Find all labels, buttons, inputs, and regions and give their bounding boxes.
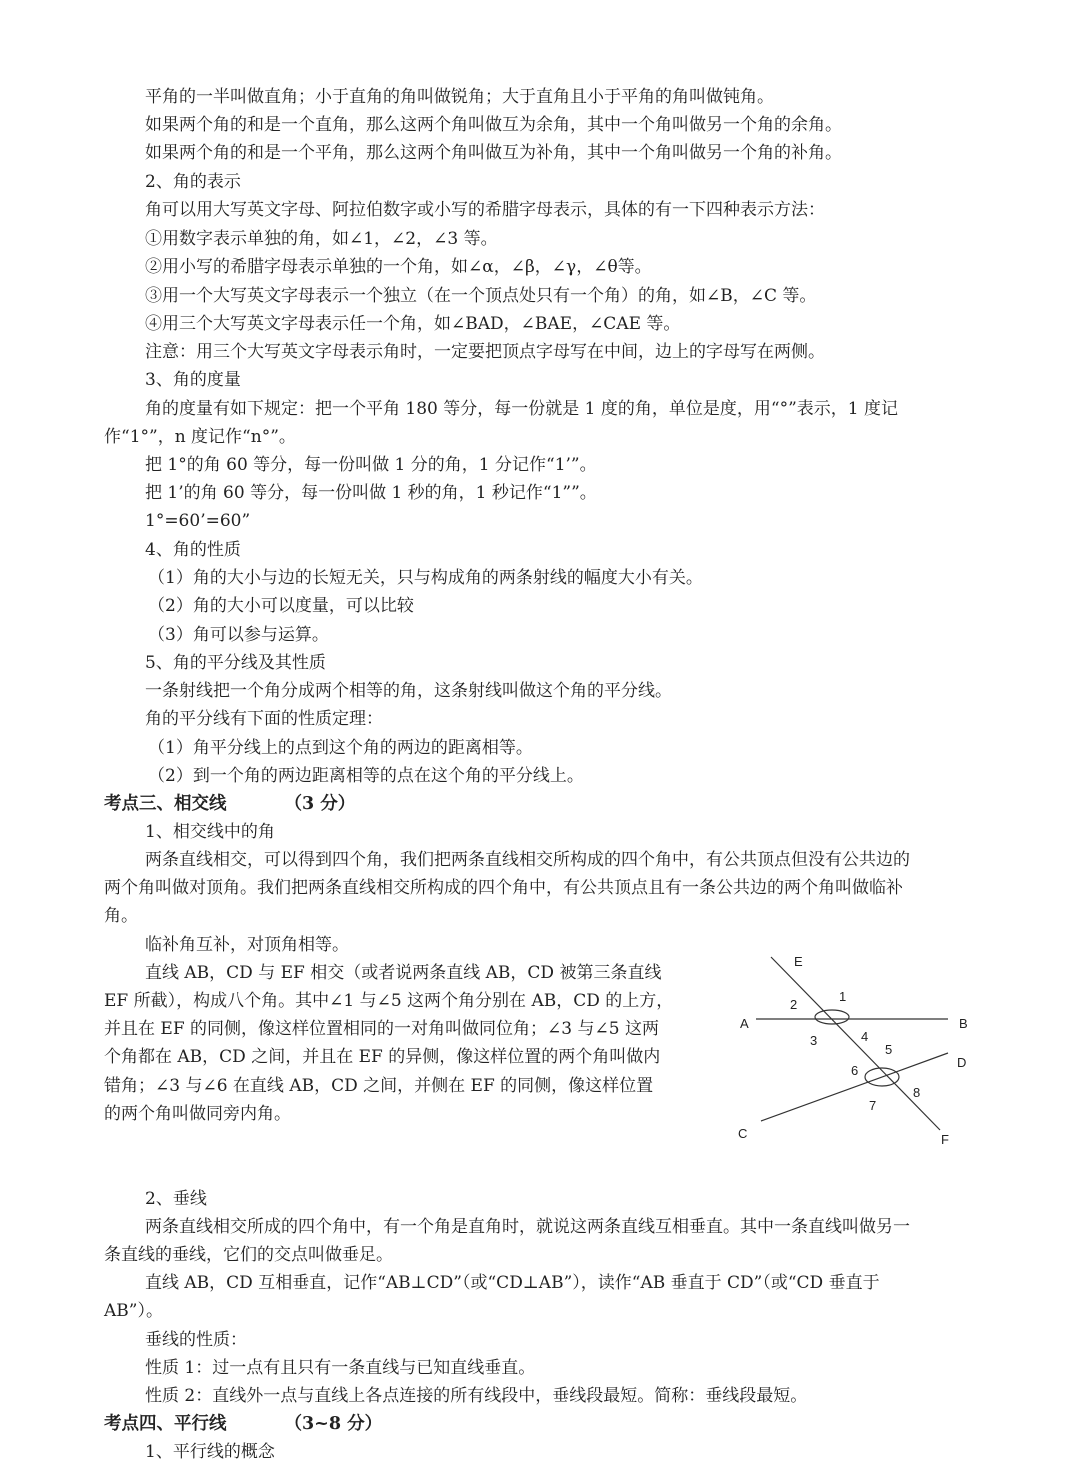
text-line: 1°=60’=60” [145, 511, 251, 531]
point-label-b: B [959, 1016, 968, 1031]
text-line: （1）角的大小与边的长短无关，只与构成角的两条射线的幅度大小有关。 [148, 568, 703, 588]
section-heading-4 [104, 1413, 382, 1435]
text-line: ③用一个大写英文字母表示一个独立（在一个顶点处只有一个角）的角，如∠B，∠C 等。 [145, 286, 817, 306]
text-line: 角。 [104, 906, 138, 926]
text-line: 的两个角叫做同旁内角。 [104, 1104, 291, 1124]
text-line: ①用数字表示单独的角，如∠1，∠2，∠3 等。 [145, 229, 498, 249]
section-subtitle: 4、角的性质 [145, 540, 241, 560]
angle-label: 2 [790, 997, 798, 1012]
point-label-d: D [957, 1055, 967, 1070]
text-line: 临补角互补，对顶角相等。 [145, 935, 349, 955]
text-line: 一条射线把一个角分成两个相等的角，这条射线叫做这个角的平分线。 [145, 681, 672, 701]
text-line: 注意：用三个大写英文字母表示角时，一定要把顶点字母写在中间，边上的字母写在两侧。 [145, 342, 825, 362]
text-line: 性质 1：过一点有且只有一条直线与已知直线垂直。 [145, 1358, 536, 1378]
text-line: 如果两个角的和是一个直角，那么这两个角叫做互为余角，其中一个角叫做另一个角的余角。 [145, 115, 842, 135]
heading-points: （3~8 分） [284, 1414, 383, 1434]
point-label-e: E [794, 954, 803, 969]
text-line: 垂线的性质： [145, 1330, 247, 1350]
section-subtitle: 5、角的平分线及其性质 [145, 653, 326, 673]
text-line: 条直线的垂线，它们的交点叫做垂足。 [104, 1245, 393, 1265]
text-line: （2）到一个角的两边距离相等的点在这个角的平分线上。 [148, 766, 584, 786]
angle-label: 7 [869, 1098, 877, 1113]
line-ef [771, 957, 940, 1130]
text-line: 错角；∠3 与∠6 在直线 AB，CD 之间，并侧在 EF 的同侧，像这样位置 [104, 1076, 654, 1096]
angle-arc-upper [815, 1010, 849, 1024]
text-line: 两条直线相交所成的四个角中，有一个角是直角时，就说这两条直线互相垂直。其中一条直线叫做另一 [145, 1217, 910, 1237]
text-line: （3）角可以参与运算。 [148, 625, 329, 645]
text-line: 如果两个角的和是一个平角，那么这两个角叫做互为补角，其中一个角叫做另一个角的补角。 [145, 143, 842, 163]
point-label-c: C [738, 1126, 748, 1141]
text-line: ②用小写的希腊字母表示单独的一个角，如∠α，∠β，∠γ，∠θ等。 [145, 257, 652, 277]
text-line: 直线 AB，CD 与 EF 相交（或者说两条直线 AB，CD 被第三条直线 [145, 963, 662, 983]
text-line: 直线 AB，CD 互相垂直，记作“AB⊥CD”（或“CD⊥AB”），读作“AB 垂直于 CD”（或“CD 垂直于 [145, 1273, 880, 1293]
text-line: 把 1’的角 60 等分，每一份叫做 1 秒的角，1 秒记作“1””。 [145, 483, 597, 503]
text-line: AB”）。 [104, 1301, 163, 1321]
text-line: 角的度量有如下规定：把一个平角 180 等分，每一份就是 1 度的角，单位是度，用“°”表示，1 度记 [145, 399, 898, 419]
section-subtitle: 3、角的度量 [145, 370, 241, 390]
text-line: 两条直线相交，可以得到四个角，我们把两条直线相交所构成的四个角中，有公共顶点但没有公共边的 [145, 850, 910, 870]
angle-label: 1 [839, 989, 847, 1004]
text-line: 两个角叫做对顶角。我们把两条直线相交所构成的四个角中，有公共顶点且有一条公共边的两个角叫做临补 [104, 878, 903, 898]
section-subtitle: 2、垂线 [145, 1189, 207, 1209]
text-line: （2）角的大小可以度量，可以比较 [148, 596, 414, 616]
angle-label: 8 [913, 1085, 921, 1100]
text-line: EF 所截），构成八个角。其中∠1 与∠5 这两个角分别在 AB，CD 的上方， [104, 991, 674, 1011]
heading-title: 考点四、平行线 [104, 1414, 227, 1434]
text-line: 作“1°”，n 度记作“n°”。 [104, 427, 296, 447]
text-line: 性质 2：直线外一点与直线上各点连接的所有线段中，垂线段最短。简称：垂线段最短。 [145, 1386, 808, 1406]
section-subtitle: 2、角的表示 [145, 172, 241, 192]
section-heading-3 [104, 793, 355, 815]
point-label-f: F [941, 1132, 949, 1147]
angle-label: 6 [851, 1063, 859, 1078]
text-line: ④用三个大写英文字母表示任一个角，如∠BAD，∠BAE，∠CAE 等。 [145, 314, 681, 334]
text-line: 把 1°的角 60 等分，每一份叫做 1 分的角，1 分记作“1’”。 [145, 455, 597, 475]
intersecting-lines-diagram [728, 946, 988, 1156]
text-line: （1）角平分线上的点到这个角的两边的距离相等。 [148, 738, 533, 758]
text-line: 并且在 EF 的同侧，像这样位置相同的一对角叫做同位角；∠3 与∠5 这两 [104, 1019, 659, 1039]
angle-label: 4 [861, 1029, 869, 1044]
section-subtitle: 1、相交线中的角 [145, 822, 275, 842]
text-line: 个角都在 AB，CD 之间，并且在 EF 的异侧，像这样位置的两个角叫做内 [104, 1047, 661, 1067]
angle-label: 3 [810, 1033, 818, 1048]
section-subtitle: 1、平行线的概念 [145, 1442, 275, 1462]
text-line: 平角的一半叫做直角；小于直角的角叫做锐角；大于直角且小于平角的角叫做钝角。 [145, 87, 774, 107]
point-label-a: A [740, 1016, 749, 1031]
angle-label: 5 [885, 1042, 893, 1057]
heading-title: 考点三、相交线 [104, 794, 227, 814]
text-line: 角可以用大写英文字母、阿拉伯数字或小写的希腊字母表示，具体的有一下四种表示方法： [145, 200, 825, 220]
text-line: 角的平分线有下面的性质定理： [145, 709, 383, 729]
heading-points: （3 分） [284, 794, 356, 814]
